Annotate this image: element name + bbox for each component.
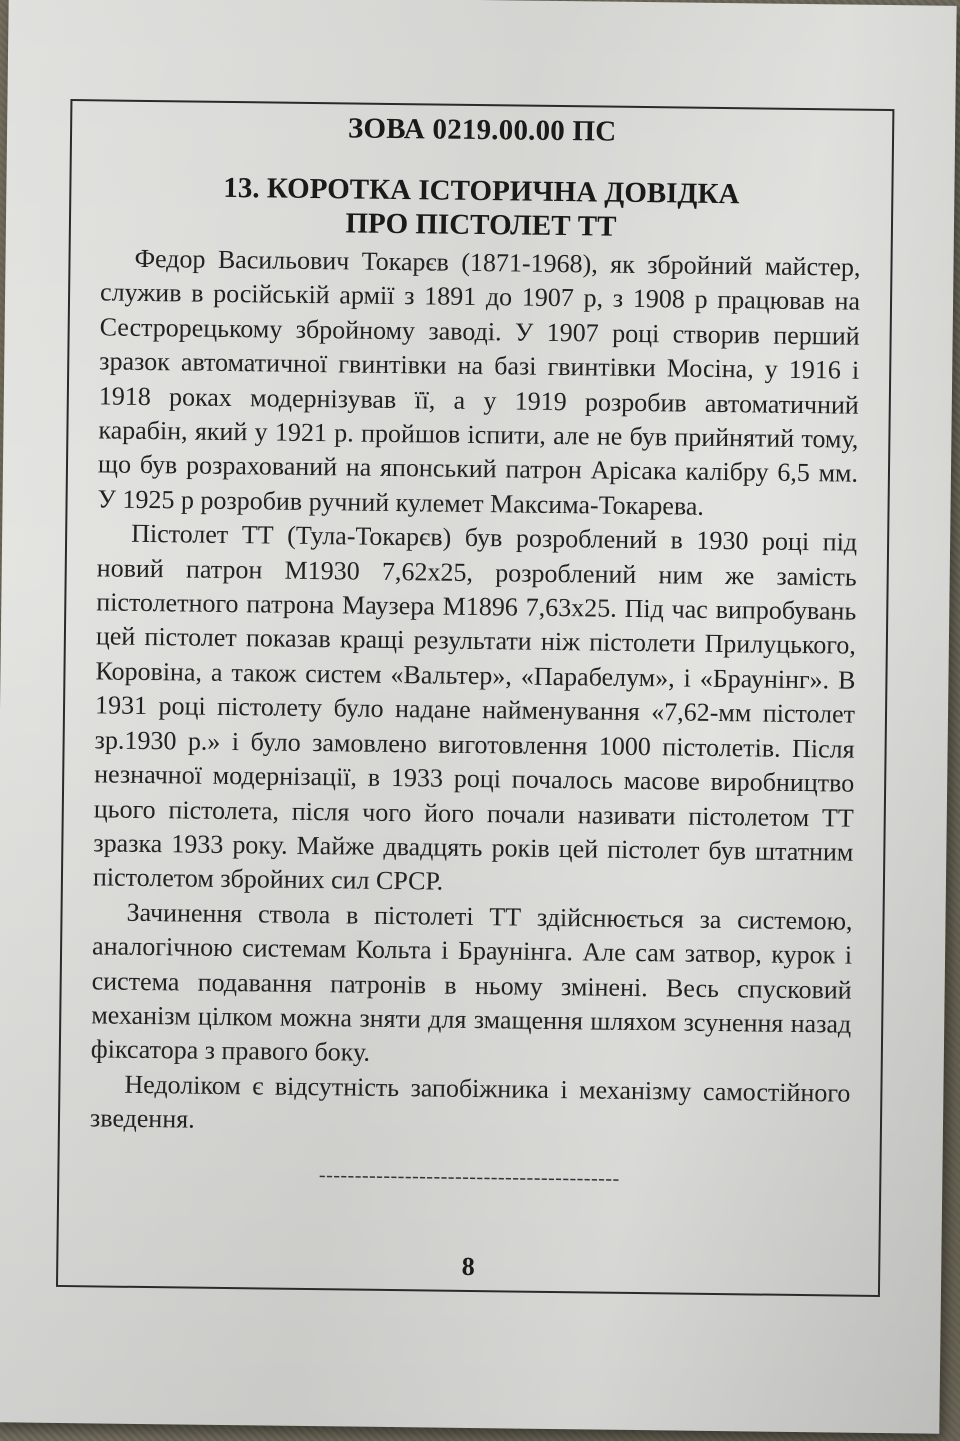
body-text [90, 241, 861, 1145]
separator-line: ------------------------------------------ [318, 1164, 620, 1190]
page-frame [56, 99, 894, 1297]
paragraph-tokarev-biography: Федор Васильович Токарєв (1871-1968), як збройний майстер, служив в російській армії з 1891 до 1907 р, з 1908 р працював на Сестрорецькому збройному заводі. У 1907 році створив перший зразок автоматичної гвинтівки на базі гвинтівки Мосіна, у 1916 і 1918 роках модернізував її, а у 1919 розробив автоматичний карабін, який у 1921 р. пройшов іспити, але не був прийнятий тому, що був розрахований на японський патрон Арісака калібру 6,5 мм. У 1925 р розробив ручний кулемет Максима-Токарева. [97, 243, 861, 521]
section-title-line-1: 13. КОРОТКА ІСТОРИЧНА ДОВІДКА [223, 171, 740, 211]
paragraph-locking-system: Зачинення ствола в пістолеті ТТ здійснюється за системою, аналогічною системам Кольта і Браунінга. Але сам затвор, курок і система подавання патронів в ньому змінені. Весь спусковий механізм цілком можна зняти для змащення шляхом зсунення назад фіксатора з правого боку. [90, 897, 853, 1068]
section-title-line-2: ПРО ПІСТОЛЕТ ТТ [345, 207, 617, 243]
paragraph-tt-history: Пістолет ТТ (Тула-Токарєв) був розроблений в 1930 році під новий патрон М1930 7,62х25, розроблений ним же замість пістолетного патрона Маузера М1896 7,63х25. Під час випробувань цей пістолет показав кращі результати ніж пістолети Прилуцького, Коровіна, а також систем «Вальтер», «Парабелум», і «Браунінг». В 1931 році пістолету було надане найменування «7,62-мм пістолет зр.1930 р.» і було замовлено виготовлення 1000 пістолетів. Після незначної модернізації, в 1933 році почалось масове виробництво цього пістолета, після чого його почали називати пістолетом ТТ зразка 1933 року. Майже двадцять років цей пістолет був штатним пістолетом збройних сил СРСР. [92, 519, 858, 896]
paragraph-drawbacks: Недоліком є відсутність запобіжника і механізму самостійного зведення. [89, 1069, 851, 1134]
page-number: 8 [461, 1251, 475, 1282]
document-code: ЗОВА 0219.00.00 ПС [347, 112, 617, 148]
section-title [71, 169, 892, 247]
